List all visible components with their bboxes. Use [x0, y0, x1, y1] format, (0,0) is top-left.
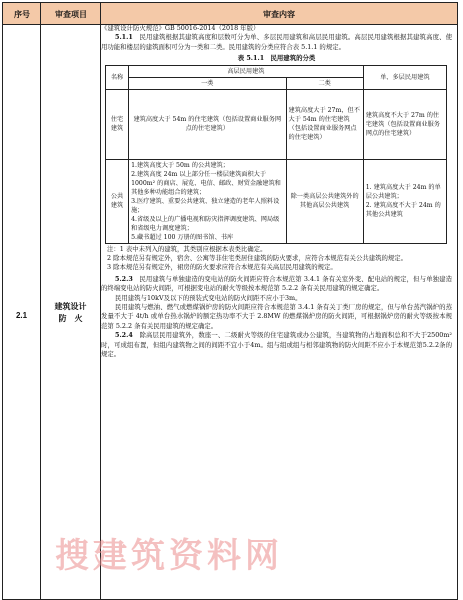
cell-pub-low: 1. 建筑高度大于 24m 的单层公共建筑； 2. 建筑高度不大于 24m 的其他公共建筑 [363, 159, 446, 243]
row-residential: 住宅建筑 [106, 89, 129, 159]
classification-table [105, 65, 447, 244]
clause-5-2-3-p2: 民用建筑与10kV及以下的预装式变电站的防火间距不应小于3m。 [115, 293, 302, 302]
header-item: 审查项目 [55, 9, 87, 19]
cell-pub-class2: 除一类高层公共建筑外的其他高层公共建筑 [286, 159, 363, 243]
cell-res-class1: 建筑高度大于 54m 的住宅建筑（包括设置商业服务网点的住宅建筑） [129, 89, 286, 159]
cell-res-low: 建筑高度不大于 27m 的住宅建筑（包括设置商业服务网点的住宅建筑） [363, 89, 446, 159]
clause-5-1-1: 5.1.1 民用建筑根据其建筑高度和层数可分为单、多层民用建筑和高层民用建筑。高层民用建筑根据其建筑高度、使用功能和楼层的建筑面积可分为一类和二类。民用建筑的分类应符合表 5.1.1 的规定。 [101, 33, 453, 51]
row-public: 公共建筑 [106, 159, 129, 243]
table-notes: 注：1 表中未列入的建筑，其类别应根据本表类比确定。 2 除本规范另有规定外，宿舍、公寓等非住宅类居住建筑的防火要求，应符合本规范有关公共建筑的规定。 3 除本规范另有规定外，裙房的防火要求应符合本规范有关高层民用建筑的规定。 [107, 244, 408, 272]
review-content [101, 24, 452, 360]
th-class-1: 一类 [129, 77, 286, 89]
clause-5-2-3: 5.2.3 民用建筑与单独建造的变电站的防火间距应符合本规范第 3.4.1 条有关室外变、配电站的规定，但与单独建造的终端变电站的防火间距，可根据变电站的耐火等级按本规范第 5.2.2 条有关民用建筑的规定确定。 [101, 274, 453, 293]
watermark: 搜建筑资料网 [55, 536, 283, 576]
cell-pub-class1: 1.建筑高度大于 50m 的公共建筑； 2.建筑高度 24m 以上部分任一楼层建筑面积大于 1000m² 的商店、展览、电信、邮政、财贸金融建筑和其他多种功能组合的建筑； 3.医疗建筑、重要公共建筑、独立建造的老年人照料设施； 4.省级及以上的广播电视和防灾指挥调度建筑、网局级和省级电力调度建筑； 5.藏书超过 100 万册的图书馆、书库 [129, 159, 286, 243]
cell-res-class2: 建筑高度大于 27m，但不大于 54m 的住宅建筑（包括设置商业服务网点的住宅建筑） [286, 89, 363, 159]
table-caption: 表 5.1.1 民用建筑的分类 [237, 54, 316, 63]
row-item: 建筑设计 防 火 [54, 302, 87, 323]
th-class-2: 二类 [286, 77, 363, 89]
clause-5-2-3-p3: 民用建筑与燃油、燃气或燃煤锅炉房的防火间距应符合本规范第 3.4.1 条有关丁类厂房的规定，但与单台蒸汽锅炉的蒸发量不大于 4t/h 或单台热水锅炉的额定热功率不大于 2.8MW 的燃煤锅炉房的防火间距，可根据锅炉房的耐火等级按本规范第 5.2.2 条有关民用建筑的规定确定。 [101, 303, 452, 330]
th-name: 名称 [106, 65, 129, 89]
th-low-rise: 单、多层民用建筑 [363, 65, 446, 89]
standard-title: 《建筑设计防火规范》GB 50016-2014（2018 年版） [101, 24, 260, 32]
th-high-rise: 高层民用建筑 [129, 65, 364, 77]
row-number: 2.1 [15, 311, 28, 320]
header-content: 审查内容 [263, 9, 295, 19]
clause-5-2-4: 5.2.4 除高层民用建筑外，数座一、二级耐火等级的住宅建筑或办公建筑，当建筑物的占地面积总和不大于2500m²时，可成组布置，但组内建筑物之间的间距不宜小于4m。组与组或组与相邻建筑物的防火间距不应小于本规范第5.2.2条的规定。 [101, 331, 452, 359]
header-no: 序号 [14, 9, 30, 19]
